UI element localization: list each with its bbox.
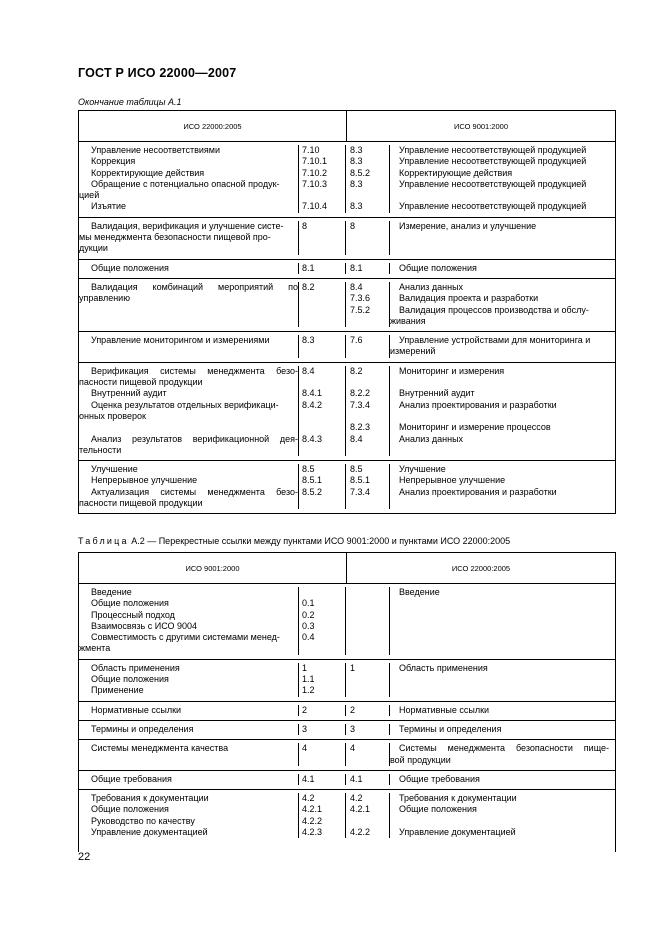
clause-number-left [302, 755, 345, 766]
clause-number-left-cell [299, 221, 346, 255]
clause-number-left: 1.1 [302, 674, 315, 685]
clause-title-left-cell [79, 366, 299, 456]
clause-title-left: Актуализация системы менеджмента безо- [91, 486, 298, 497]
clause-number-left [302, 293, 345, 304]
clause-title-right: Анализ данных [399, 433, 464, 444]
clause-number-left: 0.4 [302, 632, 315, 643]
clause-number-left [302, 346, 345, 357]
clause-number-right: 4.2 [350, 793, 363, 804]
table-a2-label: Таблица [78, 536, 129, 546]
clause-number-left: 7.10 [302, 145, 320, 155]
clause-number-right [350, 346, 389, 357]
clause-number-left: 4.2.1 [302, 804, 323, 815]
table-row [79, 142, 615, 218]
clause-number-right [350, 610, 389, 621]
clause-title-left: цией [79, 190, 100, 201]
table-row [79, 461, 615, 513]
clause-number-right-cell [346, 366, 390, 456]
clause-number-left: 8.4 [302, 365, 315, 376]
clause-title-left: Внутренний аудит [91, 388, 167, 399]
clause-number-right-cell [346, 263, 390, 274]
clause-title-right: Валидация процессов производства и обслу- [399, 304, 589, 315]
clause-title-right [399, 243, 609, 254]
clause-number-right-cell [346, 335, 390, 358]
clause-number-right: 7.3.4 [350, 399, 371, 410]
clause-number-right: 8.3 [350, 178, 363, 189]
clause-number-right [350, 445, 389, 456]
clause-number-left: 1 [302, 662, 308, 673]
clause-number-right [350, 243, 389, 254]
clause-number-left-cell [299, 793, 346, 838]
clause-number-left [302, 445, 345, 456]
clause-title-left: Управление несоответствиями [91, 145, 220, 155]
page-number: 22 [78, 851, 91, 863]
clause-title-right: измерений [390, 346, 436, 357]
clause-title-left: Изъятие [91, 201, 127, 212]
clause-number-left: 4.2 [302, 793, 315, 804]
clause-title-right-cell [390, 366, 615, 456]
table-row [79, 702, 615, 721]
clause-title-left: Применение [91, 685, 144, 696]
clause-number-right [350, 411, 389, 422]
clause-number-left [302, 498, 345, 509]
clause-number-right [350, 685, 389, 696]
clause-number-right [350, 232, 389, 243]
clause-title-left-cell [79, 464, 299, 509]
clause-title-right: Валидация проекта и разработки [399, 293, 539, 304]
clause-number-right: 4.2.2 [350, 827, 371, 838]
clause-number-left [302, 377, 345, 388]
clause-title-left: Верификация системы менеджмента безо- [91, 365, 298, 376]
clause-number-left: 8.3 [302, 335, 315, 346]
clause-title-left-cell [79, 282, 299, 327]
clause-title-right: Системы менеджмента безопасности пище- [399, 743, 609, 754]
clause-title-right: вой продукции [390, 754, 451, 765]
clause-title-right [399, 632, 609, 643]
clause-title-left: Общие положения [91, 674, 169, 685]
clause-number-right-cell [346, 705, 390, 716]
clause-title-right: Улучшение [399, 464, 446, 475]
clause-number-left: 8.4.2 [302, 399, 323, 410]
clause-number-right: 8.2.2 [350, 388, 371, 399]
clause-number-right-cell [346, 221, 390, 255]
clause-number-left: 8 [302, 220, 308, 231]
clause-number-left: 4.2.3 [302, 827, 323, 838]
clause-number-right: 2 [350, 704, 356, 715]
clause-number-right: 4.1 [350, 773, 363, 784]
table-a2-body [79, 584, 615, 842]
clause-number-left: 4 [302, 743, 308, 754]
clause-number-left-cell [299, 743, 346, 766]
clause-title-left-cell [79, 145, 299, 213]
clause-number-left: 2 [302, 704, 308, 715]
table-a1-header-row [79, 111, 615, 142]
clause-title-left-cell [79, 793, 299, 838]
clause-number-right: 8.3 [350, 156, 363, 167]
clause-title-right [399, 598, 609, 609]
clause-title-left [91, 346, 298, 357]
clause-number-right: 8.2 [350, 365, 363, 376]
clause-title-right-cell [390, 705, 615, 716]
clause-number-left-cell [299, 145, 346, 213]
clause-number-left: 7.10.1 [302, 156, 328, 167]
clause-number-right: 8.3 [350, 145, 363, 155]
clause-title-right: Общие положения [399, 262, 477, 273]
clause-title-left-cell [79, 587, 299, 655]
clause-number-right [350, 674, 389, 685]
clause-number-left-cell [299, 724, 346, 735]
clause-number-right [350, 587, 389, 598]
clause-title-right: Нормативные ссылки [399, 704, 490, 715]
clause-number-left: 7.10.4 [302, 201, 328, 212]
clause-number-left [302, 422, 345, 433]
clause-title-left: Валидация комбинаций мероприятий по [91, 281, 298, 292]
table-a2-header-left: ИСО 9001:2000 [79, 553, 347, 583]
clause-number-left-cell [299, 464, 346, 509]
clause-title-left [91, 316, 298, 327]
clause-title-right-cell [390, 793, 615, 838]
clause-number-right: 8.2.3 [350, 422, 371, 433]
clause-title-right-cell [390, 774, 615, 785]
clause-number-left [302, 190, 345, 201]
clause-title-left-cell [79, 263, 299, 274]
clause-title-left: мы менеджмента безопасности пищевой про- [79, 232, 271, 243]
clause-number-left: 7.10.2 [302, 167, 328, 178]
clause-number-left: 0.1 [302, 598, 315, 609]
clause-title-left-cell [79, 743, 299, 766]
clause-title-left: Общие положения [91, 262, 169, 273]
clause-number-right [350, 755, 389, 766]
clause-title-right: живания [390, 315, 426, 326]
clause-number-left: 8.4.3 [302, 433, 323, 444]
table-row [79, 721, 615, 740]
clause-title-left: Область применения [91, 662, 180, 673]
clause-number-left: 8.2 [302, 281, 315, 292]
table-row [79, 790, 615, 842]
table-a2 [78, 552, 616, 852]
clause-number-right: 8.3 [350, 201, 363, 212]
clause-number-left: 3 [302, 723, 308, 734]
clause-title-left-cell [79, 705, 299, 716]
clause-title-right-cell [390, 724, 615, 735]
clause-title-left: Анализ результатов верификационной дея- [91, 433, 298, 444]
clause-number-left: 8.1 [302, 262, 315, 273]
clause-title-right: Термины и определения [399, 723, 502, 734]
clause-title-left: Введение [91, 587, 132, 597]
clause-title-right-cell [390, 145, 615, 213]
clause-title-left: пасности пищевой продукции [79, 498, 203, 509]
clause-number-left-cell [299, 663, 346, 697]
table-a1-body [79, 142, 615, 513]
clause-title-right: Управление несоответствующей продукцией [399, 156, 587, 167]
table-a2-header-row [79, 553, 615, 584]
clause-title-right-cell [390, 663, 615, 697]
table-row [79, 660, 615, 702]
clause-title-left: Управление документацией [91, 827, 208, 838]
table-row [79, 363, 615, 461]
clause-number-left [302, 316, 345, 327]
clause-title-left-cell [79, 663, 299, 697]
clause-number-right: 8.1 [350, 262, 363, 273]
clause-title-right-cell [390, 335, 615, 358]
clause-title-right: Управление несоответствующей продукцией [399, 145, 587, 155]
clause-title-left: онных проверок [79, 410, 146, 421]
clause-number-right-cell [346, 743, 390, 766]
clause-number-right-cell [346, 774, 390, 785]
clause-title-right-cell [390, 221, 615, 255]
clause-title-right [399, 816, 609, 827]
clause-title-left [91, 755, 298, 766]
clause-number-right-cell [346, 145, 390, 213]
clause-title-right-cell [390, 587, 615, 655]
document-header-title: ГОСТ Р ИСО 22000—2007 [78, 66, 237, 80]
clause-number-right: 8 [350, 220, 356, 231]
clause-number-right [350, 643, 389, 654]
clause-title-left: Корректирующие действия [91, 167, 205, 178]
table-a1 [78, 110, 616, 514]
clause-number-right-cell [346, 724, 390, 735]
clause-title-left: Коррекция [91, 156, 136, 167]
clause-number-right [350, 598, 389, 609]
clause-title-left: Общие положения [91, 598, 169, 609]
clause-title-right: Область применения [399, 662, 488, 673]
clause-title-right: Управление документацией [399, 827, 516, 838]
clause-title-left: пасности пищевой продукции [79, 377, 203, 388]
clause-number-right-cell [346, 282, 390, 327]
clause-title-right: Управление несоответствующей продукцией [399, 178, 587, 189]
table-a2-title-text: А.2 — Перекрестные ссылки между пунктами ИСО 9001:2000 и пунктами ИСО 22000:2005 [128, 536, 511, 546]
clause-number-left-cell [299, 366, 346, 456]
clause-number-right-cell [346, 587, 390, 655]
clause-title-right-cell [390, 282, 615, 327]
clause-title-right [399, 621, 609, 632]
clause-number-right [350, 377, 389, 388]
clause-title-left: Валидация, верификация и улучшение систе- [91, 220, 284, 231]
clause-number-left-cell [299, 774, 346, 785]
clause-title-right: Общие положения [399, 804, 477, 815]
clause-title-left: Оценка результатов отдельных верификаци- [91, 399, 279, 410]
clause-title-left [91, 422, 298, 433]
clause-number-right [350, 190, 389, 201]
clause-number-left-cell [299, 263, 346, 274]
clause-title-right: Общие требования [399, 773, 480, 784]
clause-title-right [399, 232, 609, 243]
clause-title-right: Измерение, анализ и улучшение [399, 220, 537, 231]
clause-title-right: Непрерывное улучшение [399, 475, 506, 486]
clause-title-right-cell [390, 263, 615, 274]
clause-number-right: 7.3.4 [350, 486, 371, 497]
clause-title-left: Общие положения [91, 804, 169, 815]
clause-title-right [399, 498, 609, 509]
clause-title-left-cell [79, 335, 299, 358]
table-row [79, 771, 615, 790]
clause-number-right [350, 632, 389, 643]
clause-title-right [399, 610, 609, 621]
clause-title-right: Управление несоответствующей продукцией [399, 201, 587, 212]
clause-title-left: Руководство по качеству [91, 815, 195, 826]
clause-number-right: 8.5.2 [350, 167, 371, 178]
table-a2-header-right: ИСО 22000:2005 [451, 563, 511, 573]
clause-title-left: Процессный подход [91, 609, 175, 620]
clause-number-left: 8.5.2 [302, 486, 323, 497]
table-row [79, 332, 615, 363]
clause-number-left [302, 305, 345, 316]
clause-title-right: Анализ проектирования и разработки [399, 486, 557, 497]
clause-number-left [302, 411, 345, 422]
clause-number-left-cell [299, 705, 346, 716]
clause-title-left: жмента [79, 643, 111, 654]
clause-title-left: Непрерывное улучшение [91, 475, 198, 486]
clause-number-right: 8.4 [350, 433, 363, 444]
clause-title-left: управлению [79, 293, 130, 304]
clause-title-left [91, 305, 298, 316]
clause-title-right [399, 411, 609, 422]
clause-number-right-cell [346, 464, 390, 509]
clause-title-right [399, 445, 609, 456]
clause-title-left: дукции [79, 243, 108, 254]
clause-number-right: 8.5 [350, 464, 363, 475]
clause-title-right: Управление устройствами для мониторинга и [399, 335, 591, 346]
clause-title-left-cell [79, 221, 299, 255]
clause-number-left: 0.3 [302, 620, 315, 631]
clause-number-right: 7.3.6 [350, 293, 371, 304]
table-a1-header-left: ИСО 22000:2005 [79, 111, 347, 141]
clause-title-right: Внутренний аудит [399, 388, 475, 399]
clause-title-right [399, 190, 609, 201]
clause-number-right: 7.6 [350, 335, 363, 346]
clause-title-right: Анализ проектирования и разработки [399, 399, 557, 410]
clause-number-left: 8.4.1 [302, 388, 323, 399]
clause-title-right: Мониторинг и измерения [399, 365, 505, 376]
clause-number-left: 0.2 [302, 609, 315, 620]
table-a1-caption: Окончание таблицы А.1 [78, 97, 182, 107]
clause-number-right: 1 [350, 662, 356, 673]
clause-title-left: Улучшение [91, 464, 138, 475]
clause-number-right-cell [346, 663, 390, 697]
clause-number-right [350, 316, 389, 327]
clause-number-right [350, 816, 389, 827]
clause-title-right: Корректирующие действия [399, 167, 513, 178]
table-a1-header-right: ИСО 9001:2000 [453, 121, 508, 131]
table-row [79, 218, 615, 260]
clause-title-left: Требования к документации [91, 793, 209, 804]
clause-title-left: Совместимость с другими системами менед- [91, 632, 280, 643]
table-row [79, 584, 615, 660]
clause-number-left: 8.5 [302, 464, 315, 475]
clause-title-right [399, 685, 609, 696]
clause-number-left [302, 587, 345, 598]
clause-title-left-cell [79, 774, 299, 785]
clause-number-left: 8.5.1 [302, 475, 323, 486]
clause-number-left [302, 232, 345, 243]
clause-title-left: Обращение с потенциально опасной продук- [91, 178, 280, 189]
clause-title-right: Анализ данных [399, 281, 464, 292]
clause-title-right-cell [390, 464, 615, 509]
clause-title-right: Введение [399, 587, 440, 597]
clause-number-right: 3 [350, 723, 356, 734]
clause-title-left: Нормативные ссылки [91, 704, 182, 715]
clause-number-left-cell [299, 335, 346, 358]
clause-number-right: 4.2.1 [350, 804, 371, 815]
clause-title-left: Взаимосвязь с ИСО 9004 [91, 620, 198, 631]
clause-title-right-cell [390, 743, 615, 766]
clause-number-right: 8.4 [350, 281, 363, 292]
clause-number-left [302, 643, 345, 654]
clause-title-right: Мониторинг и измерение процессов [399, 422, 551, 433]
clause-number-right: 7.5.2 [350, 304, 371, 315]
clause-title-right: Требования к документации [399, 793, 517, 804]
clause-number-left: 7.10.3 [302, 178, 328, 189]
clause-number-right-cell [346, 793, 390, 838]
clause-title-left: Общие требования [91, 773, 172, 784]
clause-number-right: 4 [350, 743, 356, 754]
clause-title-right [399, 377, 609, 388]
clause-number-right [350, 498, 389, 509]
clause-number-left: 4.1 [302, 773, 315, 784]
clause-number-left: 4.2.2 [302, 815, 323, 826]
table-row [79, 740, 615, 771]
clause-title-left: Термины и определения [91, 723, 194, 734]
clause-title-right [399, 643, 609, 654]
clause-number-left [302, 243, 345, 254]
clause-title-left: тельности [79, 444, 122, 455]
clause-number-right: 8.5.1 [350, 475, 371, 486]
clause-number-left: 1.2 [302, 685, 315, 696]
clause-number-left-cell [299, 282, 346, 327]
table-row [79, 260, 615, 279]
clause-title-left: Системы менеджмента качества [91, 743, 229, 754]
clause-title-left: Управление мониторингом и измерениями [91, 335, 270, 346]
clause-title-right [399, 674, 609, 685]
clause-number-left-cell [299, 587, 346, 655]
clause-number-right [350, 621, 389, 632]
table-row [79, 279, 615, 332]
clause-title-left-cell [79, 724, 299, 735]
table-a2-title [78, 536, 510, 546]
